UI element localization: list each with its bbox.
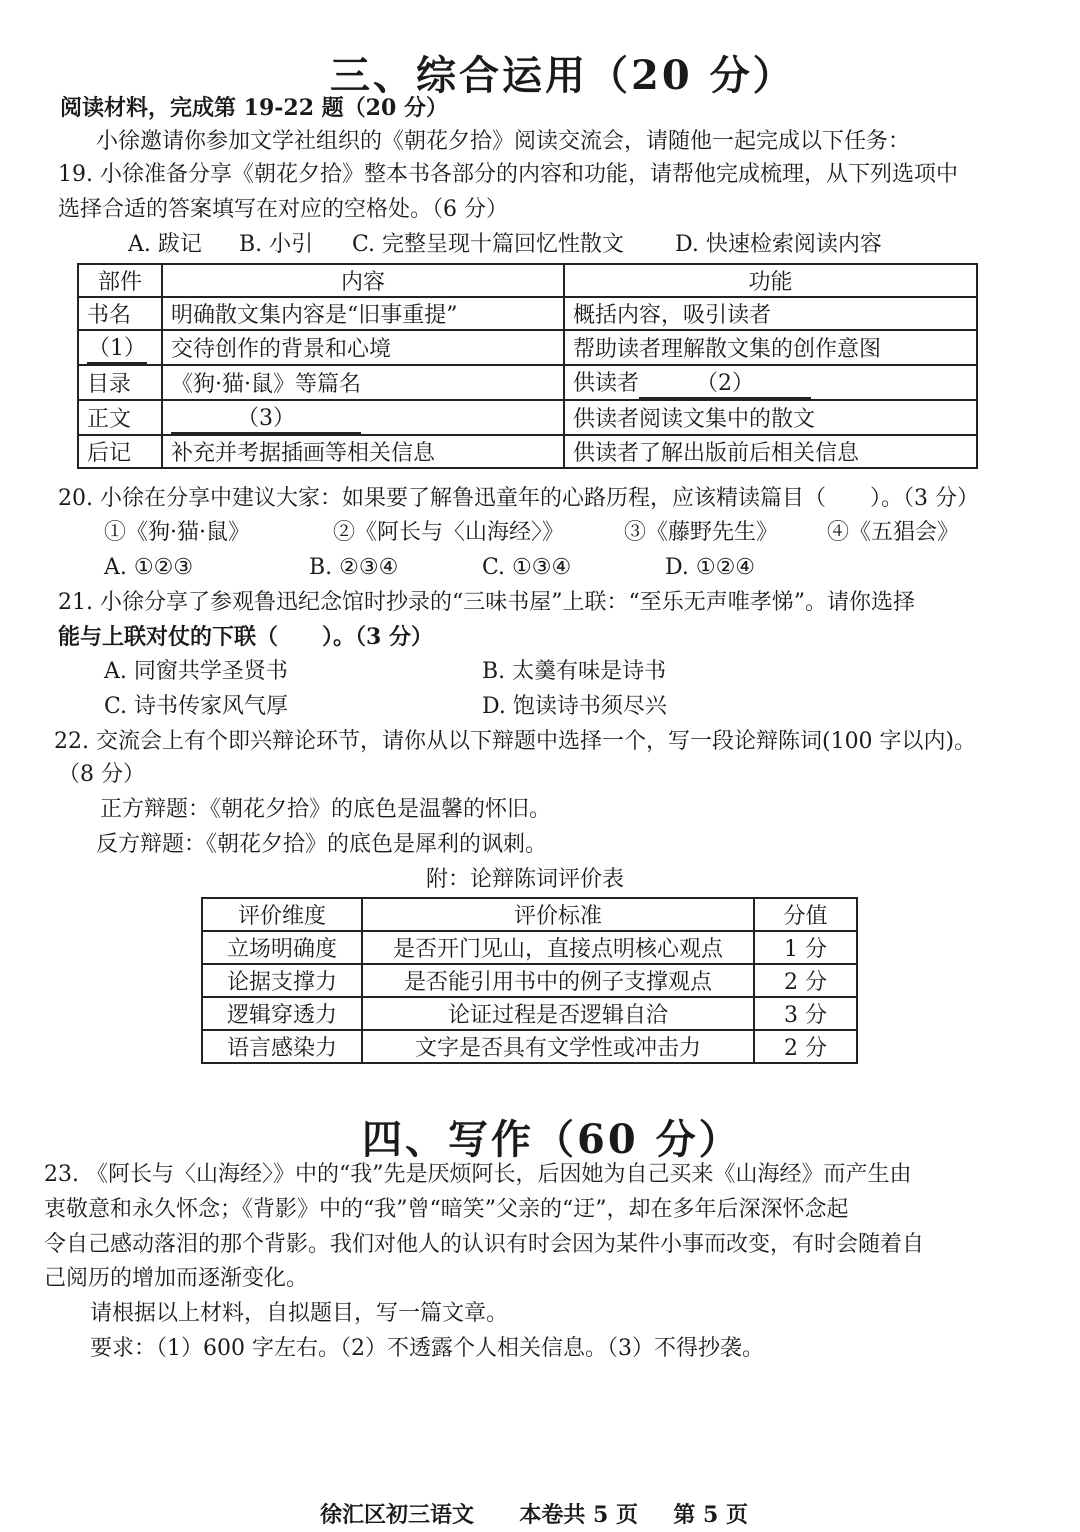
q23-line4: 己阅历的增加而逐渐变化。 [44,1266,309,1291]
content-cell: 补充并考据插画等相关信息 [162,435,564,468]
q21-choice-c[interactable]: C. 诗书传家风气厚 [104,694,289,719]
q23-line3: 令自己感动落泪的那个背影。我们对他人的认识有时会因为某件小事而改变，有时会随着自 [44,1232,925,1257]
footer-total-pages: 本卷共 5 页 [519,1502,638,1528]
q20-choice-d[interactable]: D. ①②④ [665,555,756,580]
content-cell: 明确散文集内容是“旧事重提” [162,297,564,330]
eval-dimension-cell: 论据支撑力 [202,964,362,997]
q20-items [104,518,959,548]
section3-intro: 小徐邀请你参加文学社组织的《朝花夕拾》阅读交流会，请随他一起完成以下任务： [96,129,911,154]
content-cell: 交待创作的背景和心境 [162,330,564,365]
function-cell: 帮助读者理解散文集的创作意图 [564,330,977,365]
section3-title: 三、综合运用（20 分） [330,52,796,99]
eval-header-score: 分值 [754,898,857,931]
eval-standard-cell: 是否能引用书中的例子支撑观点 [362,964,754,997]
part-cell: 书名 [78,297,162,330]
function-cell: 概括内容，吸引读者 [564,297,977,330]
table-header-content: 内容 [162,264,564,297]
table-row [78,297,977,330]
function-cell: 供读者阅读文集中的散文 [564,400,977,435]
q22-evaluation-table [201,897,858,1064]
section3-instruction: 阅读材料，完成第 19-22 题（20 分） [60,95,448,121]
table-row [202,964,857,997]
q19-line1: 19. 小徐准备分享《朝花夕拾》整本书各部分的内容和功能，请帮他完成梳理，从下列选项中 [58,162,958,187]
q20-item-1: ①《狗·猫·鼠》 [104,520,250,545]
q20-line1: 20. 小徐在分享中建议大家：如果要了解鲁迅童年的心路历程，应该精读篇目（ ）。（3 分） [58,486,979,511]
eval-dimension-cell: 逻辑穿透力 [202,997,362,1030]
q19-line2: 选择合适的答案填写在对应的空格处。（6 分） [58,197,508,222]
section4-title: 四、写作（60 分） [362,1116,742,1163]
part-cell-blank-1[interactable]: （1） [78,330,162,365]
q19-option-b: B. 小引 [239,232,314,257]
q22-line1: 22. 交流会上有个即兴辩论环节，请你从以下辩题中选择一个，写一段论辩陈词(100 字以内)。 [54,729,977,754]
content-cell-blank-3[interactable]: （3） [162,400,564,435]
eval-score-cell: 3 分 [754,997,857,1030]
table-row [202,931,857,964]
q19-option-a: A. 跋记 [128,232,202,257]
content-cell: 《狗·猫·鼠》等篇名 [162,365,564,400]
q23-line1: 23. 《阿长与〈山海经〉》中的“我”先是厌烦阿长，后因她为自己买来《山海经》而产生由 [44,1162,912,1187]
table-header-row [78,264,977,297]
eval-dimension-cell: 立场明确度 [202,931,362,964]
q23-requirements: 要求：（1）600 字左右。（2）不透露个人相关信息。（3）不得抄袭。 [90,1336,764,1361]
q20-item-2: ②《阿长与〈山海经〉》 [333,520,565,545]
q20-item-4: ④《五猖会》 [827,520,960,545]
eval-standard-cell: 文字是否具有文学性或冲击力 [362,1030,754,1063]
q19-option-c: C. 完整呈现十篇回忆性散文 [352,232,625,257]
table-header-part: 部件 [78,264,162,297]
table-header-function: 功能 [564,264,977,297]
eval-header-dimension: 评价维度 [202,898,362,931]
eval-score-cell: 2 分 [754,1030,857,1063]
q23-prompt: 请根据以上材料，自拟题目，写一篇文章。 [90,1301,509,1326]
q20-choice-a[interactable]: A. ①②③ [104,555,194,580]
footer-district: 徐汇区初三语文 [320,1502,475,1528]
eval-header-standard: 评价标准 [362,898,754,931]
function-cell: 供读者了解出版前后相关信息 [564,435,977,468]
table-row [78,400,977,435]
q21-line2: 能与上联对仗的下联（ ）。（3 分） [58,624,433,650]
q22-con-topic: 反方辩题：《朝花夕拾》的底色是犀利的讽刺。 [96,832,548,857]
q20-choice-b[interactable]: B. ②③④ [309,555,399,580]
q22-pro-topic: 正方辩题：《朝花夕拾》的底色是温馨的怀旧。 [100,797,552,822]
part-cell: 目录 [78,365,162,400]
q21-line1: 21. 小徐分享了参观鲁迅纪念馆时抄录的“三味书屋”上联：“至乐无声唯孝悌”。请你选择 [58,590,915,615]
part-cell: 正文 [78,400,162,435]
eval-dimension-cell: 语言感染力 [202,1030,362,1063]
q20-item-3: ③《藤野先生》 [624,520,779,545]
table-row [78,435,977,468]
table-row [202,997,857,1030]
q21-choice-b[interactable]: B. 太羹有味是诗书 [482,659,667,684]
eval-score-cell: 2 分 [754,964,857,997]
q19-options [128,230,882,260]
eval-standard-cell: 是否开门见山，直接点明核心观点 [362,931,754,964]
table-row [78,365,977,400]
q23-line2: 衷敬意和永久怀念；《背影》中的“我”曾“暗笑”父亲的“迂”，却在多年后深深怀念起 [44,1197,849,1222]
function-cell-blank-2[interactable]: 供读者 （2） [564,365,977,400]
q20-choices [104,553,755,583]
q22-table-caption: 附：论辩陈词评价表 [426,867,625,892]
eval-standard-cell: 论证过程是否逻辑自洽 [362,997,754,1030]
table-header-row [202,898,857,931]
footer-page-number: 第 5 页 [673,1502,748,1528]
q21-choice-d[interactable]: D. 饱读诗书须尽兴 [482,694,667,719]
q19-table [77,263,978,469]
table-row [202,1030,857,1063]
part-cell: 后记 [78,435,162,468]
q20-choice-c[interactable]: C. ①③④ [482,555,572,580]
page-footer [320,1500,748,1530]
eval-score-cell: 1 分 [754,931,857,964]
q22-line2: （8 分） [58,762,145,787]
q19-option-d: D. 快速检索阅读内容 [675,232,882,257]
table-row [78,330,977,365]
q21-choice-a[interactable]: A. 同窗共学圣贤书 [104,659,288,684]
